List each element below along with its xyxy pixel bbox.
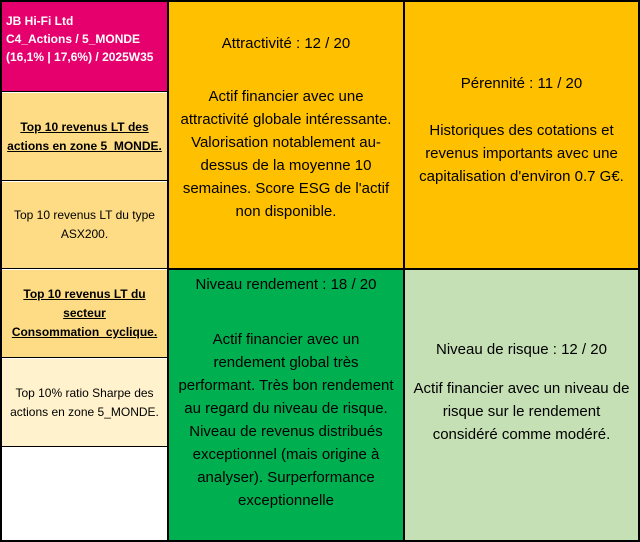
side-note-sector-text: Top 10 revenus LT du secteur Consommation_cyclique.: [11, 287, 158, 339]
asset-category: C4_Actions / 5_MONDE: [6, 32, 141, 46]
rendement-block: [169, 270, 403, 540]
risque-text: Actif financier avec un niveau de risque sur le rendement considéré comme modéré.: [413, 380, 630, 443]
side-note-zone: [2, 93, 167, 181]
attractivite-text: Actif financier avec une attractivité globale intéressante. Valorisation notablement au-dessus de la moyenne 10 semaines. Score ESG de l'actif non disponible.: [180, 88, 392, 220]
attractivite-block: [169, 2, 403, 268]
side-note-type: [2, 182, 167, 269]
side-note-type-text: Top 10 revenus LT du type ASX200.: [14, 208, 155, 241]
perennite-block: [405, 2, 638, 268]
perennite-heading: Pérennité : 11 / 20: [460, 75, 583, 92]
asset-name: JB Hi-Fi Ltd: [6, 14, 74, 28]
side-note-sharpe: [2, 359, 167, 447]
side-note-sharpe-text: Top 10% ratio Sharpe des actions en zone 5_MONDE.: [10, 385, 159, 419]
attractivite-heading: Attractivité : 12 / 20: [221, 35, 351, 52]
side-empty-cell: [2, 448, 167, 540]
rendement-text: Actif financier avec un rendement global très performant. Très bon rendement au regard du niveau de risque. Niveau de revenus distribués exceptionnel (mais origine à analyser). Surperformance exceptionnelle: [178, 331, 394, 509]
asset-title-block: [2, 2, 167, 92]
risque-block: [405, 270, 638, 540]
asset-stats: (16,1% | 17,6%) / 2025W35: [6, 50, 154, 64]
side-note-zone-text: Top 10 revenus LT des actions en zone 5_MONDE.: [7, 119, 162, 153]
side-note-sector: [2, 270, 167, 358]
risque-heading: Niveau de risque : 12 / 20: [436, 341, 607, 358]
perennite-text: Historiques des cotations et revenus importants avec une capitalisation d'environ 0.7 G€.: [419, 122, 624, 185]
rendement-heading: Niveau rendement : 18 / 20: [195, 276, 377, 293]
